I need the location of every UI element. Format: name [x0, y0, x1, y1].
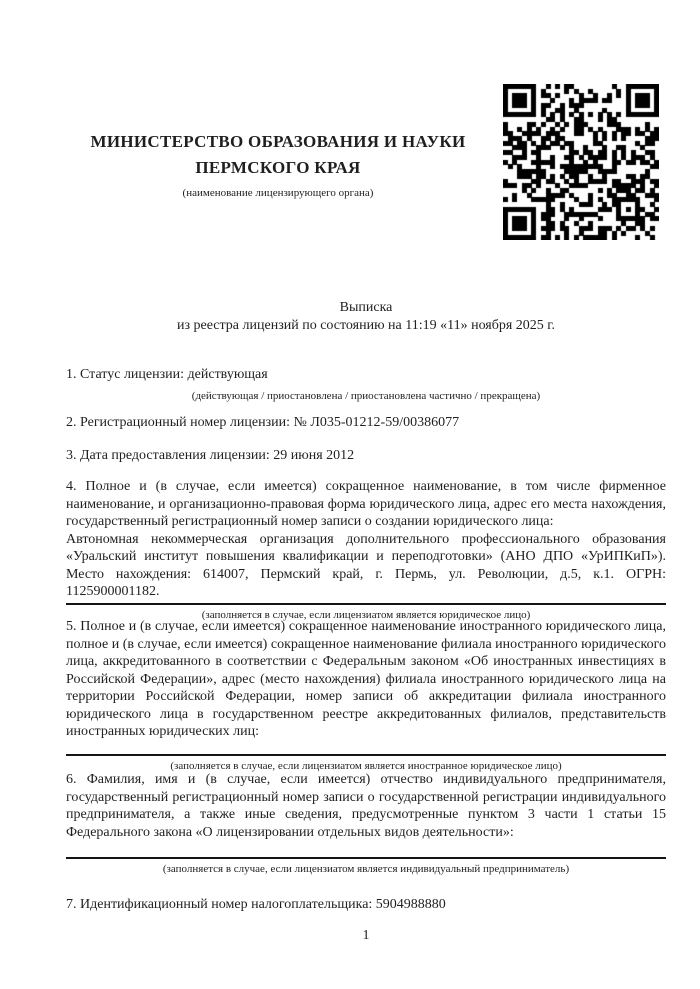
authority-name — [66, 129, 490, 181]
entrepreneur-label: 6. Фамилия, имя и (в случае, если имеется) отчество индивидуального предпринимателя, государственный регистрационный номер записи о государственной регистрации индивидуального предпринимателя, а также иные сведения, предусмотренные пунктом 3 части 1 статьи 15 Федерального закона «О лицензировании отдельных видов деятельности»: — [66, 772, 666, 840]
item-registration-number — [66, 414, 666, 432]
document-title-line1: Выписка — [339, 300, 393, 315]
foreign-entity-label: 5. Полное и (в случае, если имеется) сокращенное наименование иностранного юридического лица, полное и (в случае, если имеется) сокращенное наименование филиала иностранного юридического лица, аккредитованного в соответствии с Федеральным законом «Об иностранных инвестициях в Российской Федерации», адрес (место нахождения) филиала иностранного юридического лица на территории Российской Федерации, номер записи об аккредитации филиала иностранного юридического лица в государственном реестре аккредитованных филиалов, представительств иностранных юридических лиц: — [66, 619, 666, 739]
item-entrepreneur — [66, 771, 666, 876]
legal-entity-label: 4. Полное и (в случае, если имеется) сокращенное наименование, в том числе фирменное наименование, и организационно-правовая форма юридического лица, адрес его места нахождения, государственный регистрационный номер записи о создании юридического лица: — [66, 479, 666, 529]
authority-caption: (наименование лицензирующего органа) — [182, 187, 374, 199]
authority-name-line2: ПЕРМСКОГО КРАЯ — [195, 158, 361, 177]
item-taxpayer-id — [66, 896, 666, 914]
authority-name-line1: МИНИСТЕРСТВО ОБРАЗОВАНИЯ И НАУКИ — [90, 132, 466, 151]
document-title — [66, 299, 666, 334]
item-license-status — [66, 366, 666, 403]
legal-entity-value: Автономная некоммерческая организация дополнительного профессионального образования «Уральский институт повышения квалификации и переподготовки» (АНО ДПО «УрИПКиП»). Место нахождения: 614007, Пермский край, г. Пермь, ул. Революции, д.5, к.1. ОГРН: 1125900001182. — [66, 531, 666, 599]
item-foreign-entity — [66, 618, 666, 773]
foreign-entity-caption: (заполняется в случае, если лицензиатом является иностранное юридическое лицо) — [170, 759, 562, 772]
license-status-text: 1. Статус лицензии: действующая — [66, 367, 268, 382]
entrepreneur-caption: (заполняется в случае, если лицензиатом является индивидуальный предприниматель) — [162, 863, 570, 875]
registration-number-text: 2. Регистрационный номер лицензии: № Л035-01212-59/00386077 — [66, 415, 460, 430]
fill-in-rule — [66, 603, 666, 605]
license-status-caption: (действующая / приостановлена / приостановлена частично / прекращена) — [191, 389, 541, 402]
qr-code-canvas — [503, 84, 659, 240]
licensing-authority-header — [66, 129, 490, 200]
legal-entity-caption: (заполняется в случае, если лицензиатом является юридическое лицо) — [201, 608, 531, 621]
fill-in-rule — [66, 754, 666, 756]
fill-in-rule — [66, 857, 666, 859]
taxpayer-id-text: 7. Идентификационный номер налогоплательщика: 5904988880 — [66, 897, 446, 912]
item-legal-entity — [66, 478, 666, 622]
grant-date-text: 3. Дата предоставления лицензии: 29 июня 2012 — [66, 448, 355, 463]
item-grant-date — [66, 447, 666, 465]
page-number: 1 — [362, 928, 370, 943]
qr-code-icon — [503, 84, 659, 240]
document-title-line2: из реестра лицензий по состоянию на 11:19 «11» ноября 2025 г. — [177, 317, 555, 333]
